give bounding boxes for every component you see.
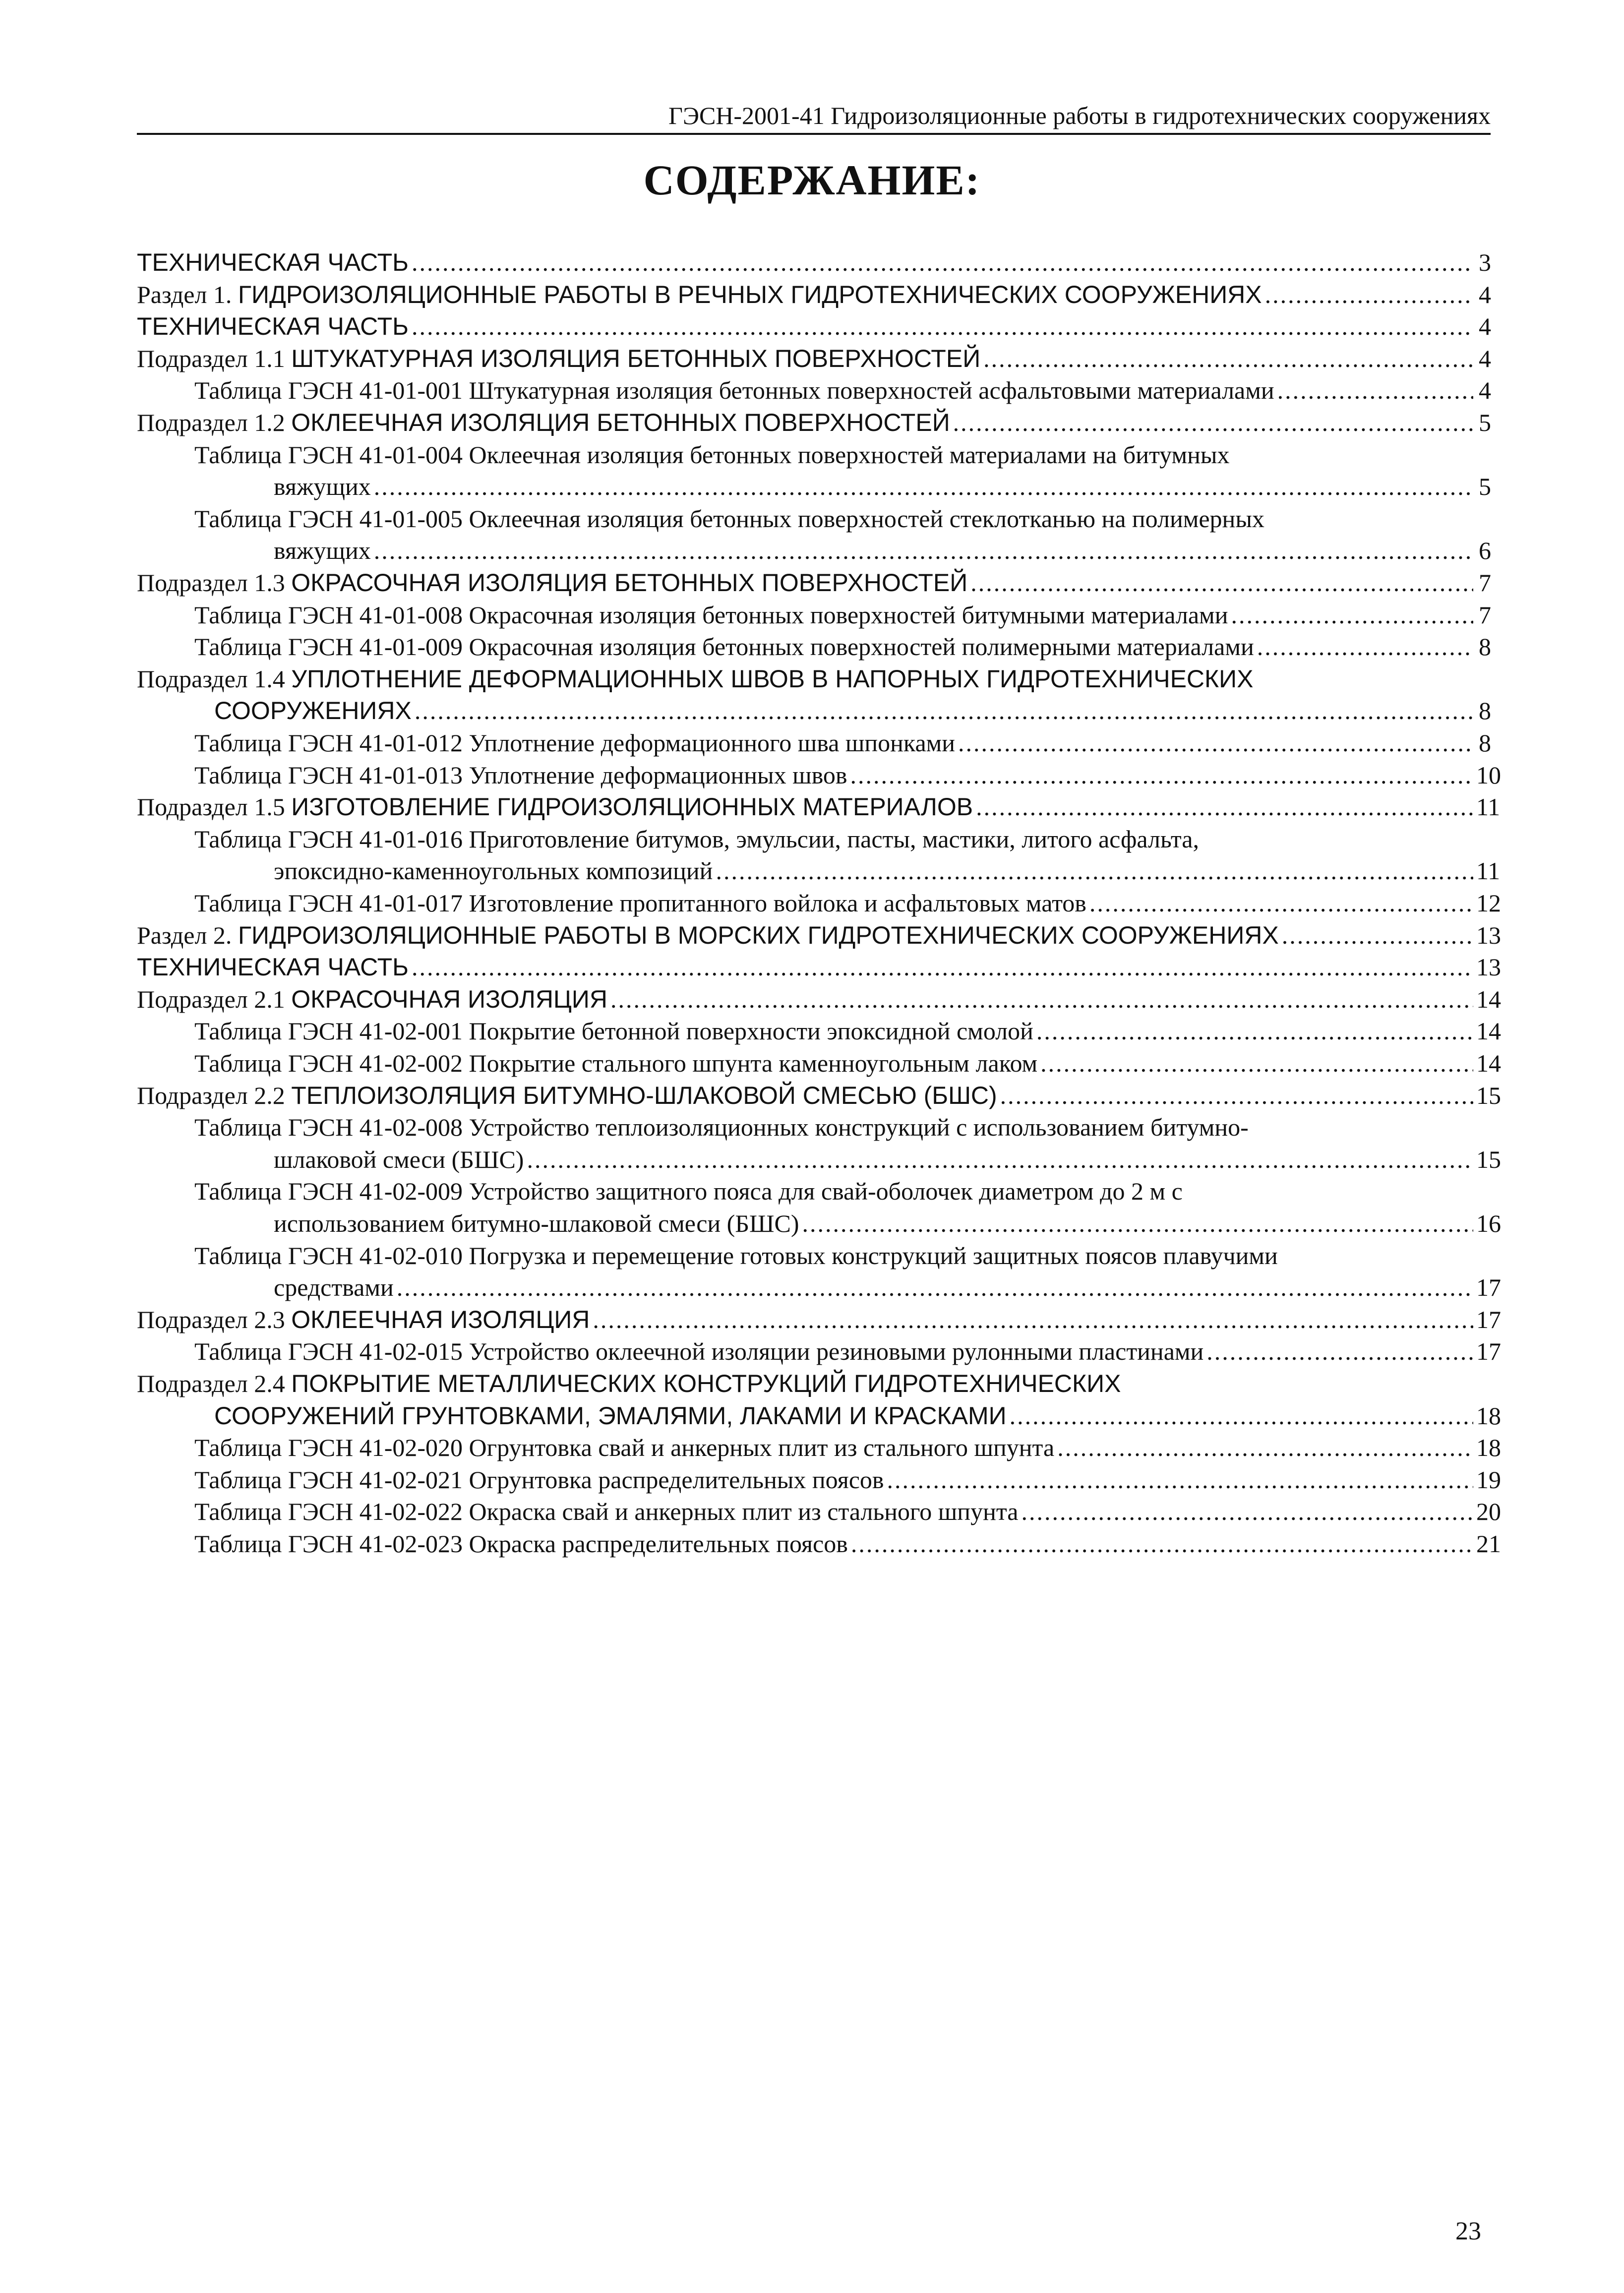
toc-entry-title: Таблица ГЭСН 41-02-021 Огрунтовка распределительных поясов [194, 1466, 884, 1494]
toc-entry[interactable] [137, 343, 1491, 374]
toc-page-number: 15 [1476, 1146, 1501, 1173]
toc-leader-dots [716, 855, 1473, 887]
toc-entry-title: Таблица ГЭСН 41-02-022 Окраска свай и анкерных плит из стального шпунта [194, 1498, 1019, 1525]
toc-page-number: 4 [1479, 312, 1491, 340]
toc-entry[interactable] [214, 695, 1491, 726]
toc-entry[interactable] [137, 1080, 1501, 1111]
toc-page-number: 5 [1479, 409, 1491, 436]
toc-entry-title-continuation: использованием битумно-шлаковой смеси (БШС) [274, 1209, 799, 1237]
toc-page-number: 18 [1476, 1434, 1501, 1461]
toc-entry[interactable] [194, 1432, 1501, 1463]
toc-entry[interactable] [137, 310, 1491, 342]
toc-entry-prefix: Раздел 1. [137, 281, 238, 308]
toc-page-number: 8 [1479, 633, 1491, 661]
toc-entry-title: Таблица ГЭСН 41-01-013 Уплотнение деформационных швов [194, 761, 847, 789]
toc-entry-title: Таблица ГЭСН 41-01-004 Оклеечная изоляция бетонных поверхностей материалами на битумных [194, 441, 1230, 469]
toc-leader-dots [1000, 1080, 1473, 1111]
toc-entry[interactable] [137, 407, 1491, 438]
toc-entry-title: Таблица ГЭСН 41-01-005 Оклеечная изоляция бетонных поверхностей стеклотканью на полимерных [194, 505, 1264, 533]
toc-leader-dots [374, 535, 1473, 566]
toc-entry-title: ПОКРЫТИЕ МЕТАЛЛИЧЕСКИХ КОНСТРУКЦИЙ ГИДРОТЕХНИЧЕСКИХ [291, 1370, 1121, 1397]
toc-entry-title-continuation: СООРУЖЕНИЙ ГРУНТОВКАМИ, ЭМАЛЯМИ, ЛАКАМИ И КРАСКАМИ [214, 1402, 1007, 1430]
toc-page-number: 21 [1476, 1530, 1501, 1558]
toc-leader-dots [1277, 374, 1473, 406]
toc-entry-title: Таблица ГЭСН 41-01-017 Изготовление пропитанного войлока и асфальтовых матов [194, 889, 1086, 917]
toc-leader-dots [397, 1271, 1473, 1303]
running-header [137, 97, 1491, 135]
toc-page-number: 13 [1476, 921, 1501, 949]
toc-page-number: 11 [1476, 793, 1501, 821]
toc-entry[interactable] [194, 374, 1491, 406]
toc-leader-dots [412, 310, 1473, 342]
toc-leader-dots [1057, 1432, 1473, 1463]
toc-leader-dots [415, 695, 1473, 726]
toc-entry-title: Таблица ГЭСН 41-02-009 Устройство защитного пояса для свай-оболочек диаметром до 2 м с [194, 1177, 1183, 1205]
toc-entry-prefix: Подраздел 2.2 [137, 1082, 292, 1109]
toc-entry[interactable] [274, 471, 1491, 502]
toc-page-number: 6 [1479, 537, 1491, 564]
toc-entry-title: ОКЛЕЕЧНАЯ ИЗОЛЯЦИЯ БЕТОННЫХ ПОВЕРХНОСТЕЙ [291, 409, 950, 436]
toc-entry-prefix: Подраздел 1.2 [137, 409, 292, 436]
toc-entry-title: Таблица ГЭСН 41-01-008 Окрасочная изоляция бетонных поверхностей битумными материалами [194, 601, 1228, 629]
toc-entry-title: Таблица ГЭСН 41-01-001 Штукатурная изоляция бетонных поверхностей асфальтовыми материалами [194, 376, 1274, 404]
toc-page-number: 13 [1476, 953, 1501, 981]
toc-page-number: 17 [1476, 1273, 1501, 1301]
toc-entry[interactable] [137, 279, 1491, 310]
toc-entry-prefix: Подраздел 2.4 [137, 1370, 292, 1397]
toc-leader-dots [958, 727, 1473, 759]
toc-page-number: 14 [1476, 1049, 1501, 1077]
toc-entry[interactable] [194, 887, 1501, 919]
toc-page-number: 19 [1476, 1466, 1501, 1494]
toc-entry[interactable] [137, 246, 1491, 278]
toc-leader-dots [887, 1464, 1473, 1496]
toc-entry-title-continuation: шлаковой смеси (БШС) [274, 1146, 524, 1173]
toc-leader-dots [1021, 1496, 1473, 1527]
toc-entry-title: УПЛОТНЕНИЕ ДЕФОРМАЦИОННЫХ ШВОВ В НАПОРНЫХ ГИДРОТЕХНИЧЕСКИХ [291, 665, 1254, 693]
toc-entry-title: ТЕПЛОИЗОЛЯЦИЯ БИТУМНО-ШЛАКОВОЙ СМЕСЬЮ (БШС) [291, 1082, 997, 1109]
toc-leader-dots [976, 791, 1473, 823]
toc-page-number: 12 [1476, 889, 1501, 917]
toc-page-number: 4 [1479, 376, 1491, 404]
toc-entry-title: Таблица ГЭСН 41-02-001 Покрытие бетонной поверхности эпоксидной смолой [194, 1017, 1033, 1045]
toc-entry-title: ГИДРОИЗОЛЯЦИОННЫЕ РАБОТЫ В МОРСКИХ ГИДРОТЕХНИЧЕСКИХ СООРУЖЕНИЯХ [238, 921, 1279, 949]
toc-entry[interactable] [194, 759, 1501, 791]
page-number: 23 [1455, 2217, 1481, 2245]
toc-entry[interactable] [274, 1144, 1501, 1175]
toc-leader-dots [374, 471, 1473, 502]
toc-leader-dots [850, 759, 1473, 791]
toc-entry[interactable] [137, 1304, 1501, 1335]
toc-entry[interactable] [137, 567, 1491, 599]
toc-entry[interactable] [137, 919, 1501, 951]
toc-page-number: 3 [1479, 248, 1491, 276]
toc-entry-title: Таблица ГЭСН 41-01-009 Окрасочная изоляция бетонных поверхностей полимерными материалами [194, 633, 1254, 661]
toc-entry-title: ОКЛЕЕЧНАЯ ИЗОЛЯЦИЯ [291, 1306, 590, 1333]
toc-entry-title: ШТУКАТУРНАЯ ИЗОЛЯЦИЯ БЕТОННЫХ ПОВЕРХНОСТЕЙ [291, 345, 981, 372]
toc-page-number: 20 [1476, 1498, 1501, 1525]
toc-leader-dots [953, 407, 1473, 438]
toc-entry-title-continuation: эпоксидно-каменноугольных композиций [274, 857, 713, 885]
toc-entry-title: ИЗГОТОВЛЕНИЕ ГИДРОИЗОЛЯЦИОННЫХ МАТЕРИАЛОВ [291, 793, 973, 821]
toc-entry[interactable] [137, 951, 1501, 983]
toc-entry[interactable] [194, 631, 1491, 663]
toc-leader-dots [1282, 919, 1473, 951]
toc-leader-dots [1257, 631, 1473, 663]
toc-entry[interactable] [194, 1464, 1501, 1496]
toc-entry-title: ГИДРОИЗОЛЯЦИОННЫЕ РАБОТЫ В РЕЧНЫХ ГИДРОТЕХНИЧЕСКИХ СООРУЖЕНИЯХ [238, 281, 1262, 308]
toc-leader-dots [983, 343, 1473, 374]
toc-leader-dots [1206, 1335, 1473, 1367]
toc-entry-title: Таблица ГЭСН 41-01-016 Приготовление битумов, эмульсии, пасты, мастики, литого асфальта, [194, 825, 1200, 853]
toc-entry[interactable] [214, 1400, 1501, 1432]
toc-leader-dots [593, 1304, 1473, 1335]
toc-entry-title: Таблица ГЭСН 41-01-012 Уплотнение деформационного шва шпонками [194, 729, 956, 757]
toc-leader-dots [970, 567, 1473, 599]
toc-entry-line [137, 1368, 1121, 1399]
toc-leader-dots [1231, 599, 1473, 631]
toc-entry[interactable] [274, 1207, 1501, 1239]
toc-entry-title: Таблица ГЭСН 41-02-008 Устройство теплоизоляционных конструкций с использованием битумно- [194, 1113, 1249, 1141]
page-title: СОДЕРЖАНИЕ: [643, 156, 981, 204]
toc-entry-title: ТЕХНИЧЕСКАЯ ЧАСТЬ [137, 312, 409, 340]
toc-leader-dots [412, 951, 1473, 983]
toc-leader-dots [1036, 1015, 1473, 1047]
toc-page-number: 4 [1479, 345, 1491, 372]
toc-entry[interactable] [194, 1015, 1501, 1047]
toc-entry-title-continuation: вяжущих [274, 537, 371, 564]
toc-entry-line [194, 823, 1199, 855]
toc-entry-prefix: Раздел 2. [137, 921, 238, 949]
toc-entry-prefix: Подраздел 1.5 [137, 793, 292, 821]
toc-page-number: 14 [1476, 985, 1501, 1013]
toc-page-number: 8 [1479, 729, 1491, 757]
toc-page-number: 16 [1476, 1209, 1501, 1237]
toc-entry-line [194, 1111, 1249, 1143]
toc-leader-dots [1265, 279, 1473, 310]
toc-leader-dots [412, 246, 1473, 278]
toc-entry-prefix: Подраздел 1.1 [137, 345, 292, 372]
toc-entry[interactable] [274, 855, 1501, 887]
toc-entry-line [194, 1240, 1278, 1271]
toc-entry[interactable] [274, 1271, 1501, 1303]
toc-entry-line [194, 1175, 1183, 1207]
toc-entry[interactable] [137, 791, 1501, 823]
toc-entry-line [194, 503, 1264, 535]
toc-leader-dots [1040, 1047, 1473, 1079]
toc-page-number: 10 [1476, 761, 1501, 789]
toc-entry[interactable] [194, 1047, 1501, 1079]
toc-entry-title: ТЕХНИЧЕСКАЯ ЧАСТЬ [137, 248, 409, 276]
toc-page-number: 17 [1476, 1306, 1501, 1333]
toc-entry-prefix: Подраздел 1.4 [137, 665, 292, 693]
toc-page-number: 11 [1476, 857, 1501, 885]
toc-leader-dots [802, 1207, 1473, 1239]
toc-entry-title: Таблица ГЭСН 41-02-015 Устройство оклеечной изоляции резиновыми рулонными пластинами [194, 1337, 1204, 1365]
toc-entry[interactable] [194, 1335, 1501, 1367]
toc-leader-dots [610, 983, 1473, 1015]
toc-entry-title-continuation: вяжущих [274, 473, 371, 500]
toc-entry-line [194, 439, 1230, 471]
running-header-text: ГЭСН-2001-41 Гидроизоляционные работы в гидротехнических сооружениях [668, 102, 1491, 129]
toc-leader-dots [851, 1528, 1473, 1560]
toc-entry[interactable] [194, 1528, 1501, 1560]
toc-entry-prefix: Подраздел 2.3 [137, 1306, 292, 1333]
toc-entry-title: Таблица ГЭСН 41-02-002 Покрытие стального шпунта каменноугольным лаком [194, 1049, 1038, 1077]
toc-entry[interactable] [137, 983, 1501, 1015]
toc-entry-title-continuation: средствами [274, 1273, 394, 1301]
toc-entry[interactable] [274, 535, 1491, 566]
toc-leader-dots [1089, 887, 1473, 919]
toc-page-number: 8 [1479, 697, 1491, 724]
toc-page-number: 4 [1479, 281, 1491, 308]
toc-entry-title: ОКРАСОЧНАЯ ИЗОЛЯЦИЯ [291, 985, 607, 1013]
toc-entry-line [137, 663, 1253, 695]
toc-page-number: 5 [1479, 473, 1491, 500]
toc-leader-dots [527, 1144, 1473, 1175]
toc-leader-dots [1010, 1400, 1473, 1432]
toc-entry-prefix: Подраздел 1.3 [137, 569, 292, 597]
toc-entry-title: Таблица ГЭСН 41-02-010 Погрузка и перемещение готовых конструкций защитных поясов плавучими [194, 1242, 1278, 1269]
toc-page-number: 17 [1476, 1337, 1501, 1365]
toc-page-number: 15 [1476, 1082, 1501, 1109]
toc-page-number: 18 [1476, 1402, 1501, 1430]
toc-entry[interactable] [194, 599, 1491, 631]
toc-entry[interactable] [194, 727, 1491, 759]
toc-entry-title: ТЕХНИЧЕСКАЯ ЧАСТЬ [137, 953, 409, 981]
toc-entry-prefix: Подраздел 2.1 [137, 985, 292, 1013]
toc-page-number: 7 [1479, 569, 1491, 597]
toc-entry-title: ОКРАСОЧНАЯ ИЗОЛЯЦИЯ БЕТОННЫХ ПОВЕРХНОСТЕЙ [291, 569, 968, 597]
toc-entry-title-continuation: СООРУЖЕНИЯХ [214, 697, 412, 724]
toc-page-number: 7 [1479, 601, 1491, 629]
toc-entry[interactable] [194, 1496, 1501, 1527]
toc-entry-title: Таблица ГЭСН 41-02-023 Окраска распределительных поясов [194, 1530, 848, 1558]
toc-page-number: 14 [1476, 1017, 1501, 1045]
toc-entry-title: Таблица ГЭСН 41-02-020 Огрунтовка свай и анкерных плит из стального шпунта [194, 1434, 1055, 1461]
